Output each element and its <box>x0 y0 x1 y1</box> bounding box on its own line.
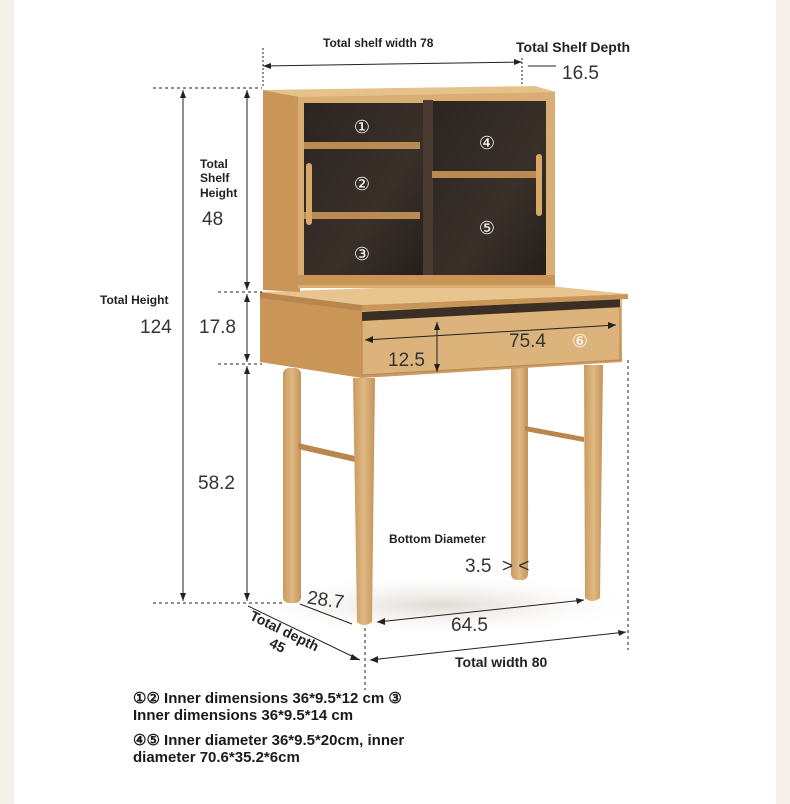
front-right-leg <box>584 365 603 601</box>
drawer-depth-value: 12.5 <box>388 350 425 371</box>
total-height-value: 124 <box>140 317 172 338</box>
hutch-glass-right <box>432 101 546 277</box>
shelf-depth-value: 16.5 <box>562 63 599 84</box>
shelf-height-value: 48 <box>202 209 224 230</box>
bottom-diameter-value: 3.5 <box>465 556 492 577</box>
notes-line-1: ①② Inner dimensions 36*9.5*12 cm ③ Inner dimensions 36*9.5*14 cm <box>133 690 402 724</box>
total-width-label: Total width 80 <box>455 654 548 670</box>
notes-line-2: ④⑤ Inner diameter 36*9.5*20cm, inner diameter 70.6*35.2*6cm <box>133 732 405 766</box>
right-door-handle <box>536 154 542 216</box>
compartment-marker-6: ⑥ <box>571 331 589 352</box>
compartment-marker-3: ③ <box>353 244 371 265</box>
left-door-handle <box>306 163 312 225</box>
compartment-marker-4: ④ <box>478 133 496 154</box>
shelf-1 <box>304 142 420 149</box>
total-shelf-width-label: Total shelf width 78 <box>323 36 434 50</box>
total-shelf-height-label-line1: Total <box>200 157 228 171</box>
inner-width-value: 64.5 <box>451 615 488 636</box>
back-right-leg <box>511 362 528 580</box>
total-shelf-height-label-line3: Height <box>200 186 238 200</box>
compartment-marker-1: ① <box>353 117 371 138</box>
total-shelf-depth-label: Total Shelf Depth <box>516 39 631 55</box>
bottom-diameter-label: Bottom Diameter <box>389 532 486 546</box>
leg-height-value: 58.2 <box>198 473 235 494</box>
compartment-marker-2: ② <box>353 174 371 195</box>
shelf-2 <box>304 212 420 219</box>
side-depth-value: 28.7 <box>305 587 346 614</box>
hutch-side <box>263 90 300 292</box>
drawer-width-value: 75.4 <box>509 331 546 352</box>
right-stretcher <box>525 426 584 442</box>
drawer-height-value: 17.8 <box>199 317 236 338</box>
left-stretcher <box>298 443 355 462</box>
inner-dimension-notes <box>133 690 423 774</box>
desk-side-panel <box>260 297 362 378</box>
total-depth-label: Total depth 45 <box>247 607 322 656</box>
total-height-label: Total Height <box>100 293 169 307</box>
total-shelf-height-label-line2: Shelf <box>200 171 230 185</box>
hutch-bottom-rail <box>298 275 555 285</box>
compartment-marker-5: ⑤ <box>478 218 496 239</box>
bottom-diameter-markers: > < <box>502 556 530 577</box>
back-left-leg <box>283 368 301 603</box>
hutch-divider <box>423 100 433 280</box>
shelf-3 <box>432 171 542 178</box>
